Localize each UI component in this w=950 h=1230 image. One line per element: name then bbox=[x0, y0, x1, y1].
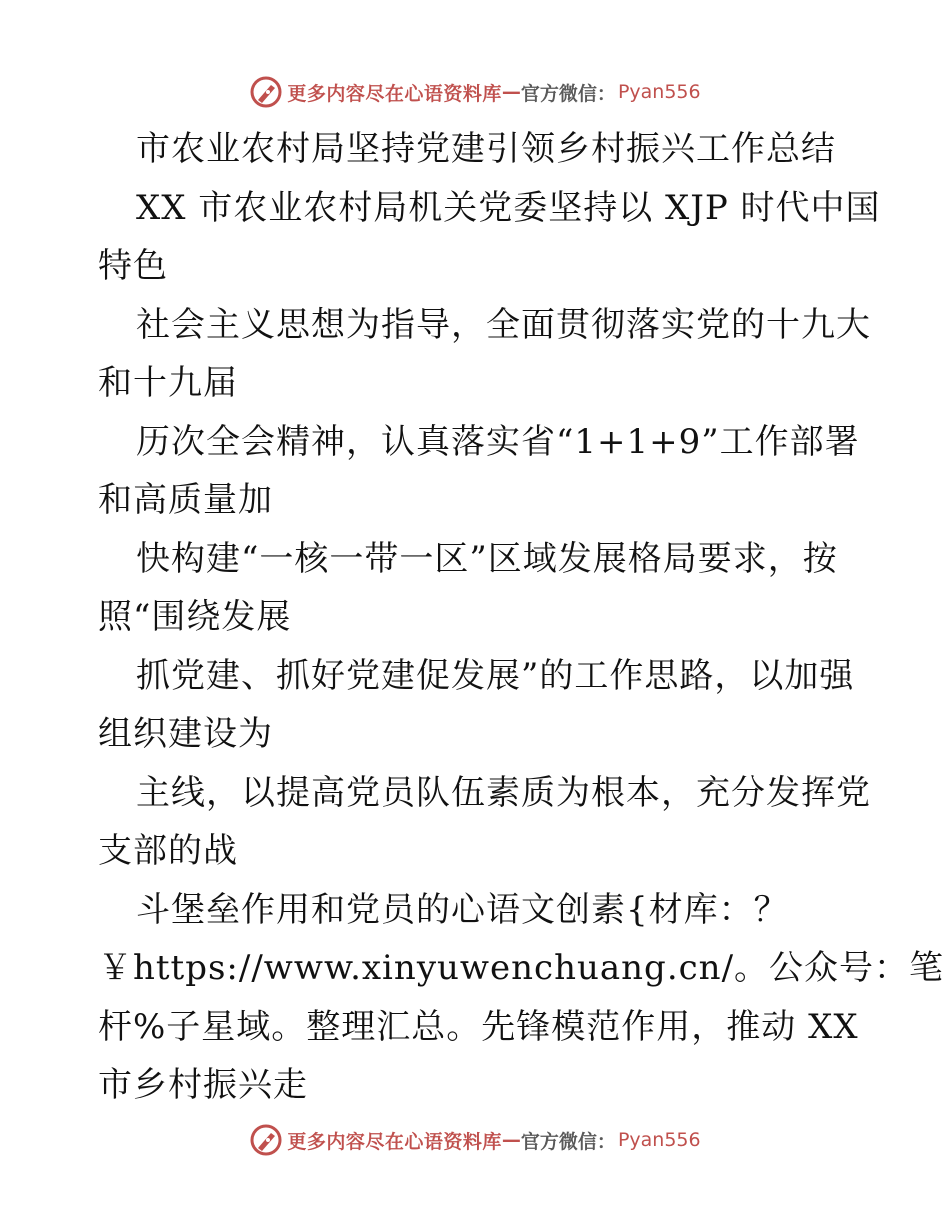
pen-logo-icon bbox=[249, 75, 283, 109]
body-line: 斗堡垒作用和党员的心语文创素{材库：？ bbox=[136, 889, 789, 930]
banner-text: 更多内容尽在心语资料库 bbox=[287, 1130, 502, 1153]
body-line: ￥https://www.xinyuwenchuang.cn/。公众号：笔 bbox=[98, 948, 945, 988]
banner-wechat-id: Pyan556 bbox=[617, 81, 701, 103]
document-title: 市农业农村局坚持党建引领乡村振兴工作总结 bbox=[136, 129, 836, 169]
body-line: 杆%子星域。整理汇总。先锋模范作用，推动 XX bbox=[98, 1006, 859, 1047]
body-line: 历次全会精神，认真落实省“1+1+9”工作部署 bbox=[136, 421, 860, 462]
body-line: 组织建设为 bbox=[98, 714, 273, 754]
banner-official-label: 官方微信： bbox=[520, 82, 616, 105]
banner-text: 更多内容尽在心语资料库 bbox=[287, 82, 502, 105]
body-line: XX 市农业农村局机关党委坚持以 XJP 时代中国 bbox=[136, 187, 881, 228]
body-line: 支部的战 bbox=[98, 831, 238, 871]
pen-logo-icon bbox=[249, 1123, 283, 1157]
body-line: 特色 bbox=[98, 246, 168, 286]
banner-dash: — bbox=[501, 1129, 521, 1151]
body-line: 社会主义思想为指导，全面贯彻落实党的十九大 bbox=[136, 304, 871, 345]
body-line: 市乡村振兴走 bbox=[98, 1065, 308, 1105]
body-line: 照“围绕发展 bbox=[98, 597, 292, 637]
document-body bbox=[98, 120, 945, 1115]
body-line: 主线，以提高党员队伍素质为根本，充分发挥党 bbox=[136, 772, 871, 813]
body-line: 抓党建、抓好党建促发展”的工作思路，以加强 bbox=[136, 655, 855, 696]
body-line: 快构建“一核一带一区”区域发展格局要求，按 bbox=[136, 538, 838, 579]
banner-official-label: 官方微信： bbox=[520, 1130, 616, 1153]
banner-wechat-id: Pyan556 bbox=[617, 1129, 701, 1151]
body-line: 和十九届 bbox=[98, 363, 238, 403]
body-line: 和高质量加 bbox=[98, 480, 273, 520]
footer-watermark-banner bbox=[0, 1120, 950, 1160]
header-watermark-banner bbox=[0, 72, 950, 112]
banner-dash: — bbox=[501, 81, 521, 103]
